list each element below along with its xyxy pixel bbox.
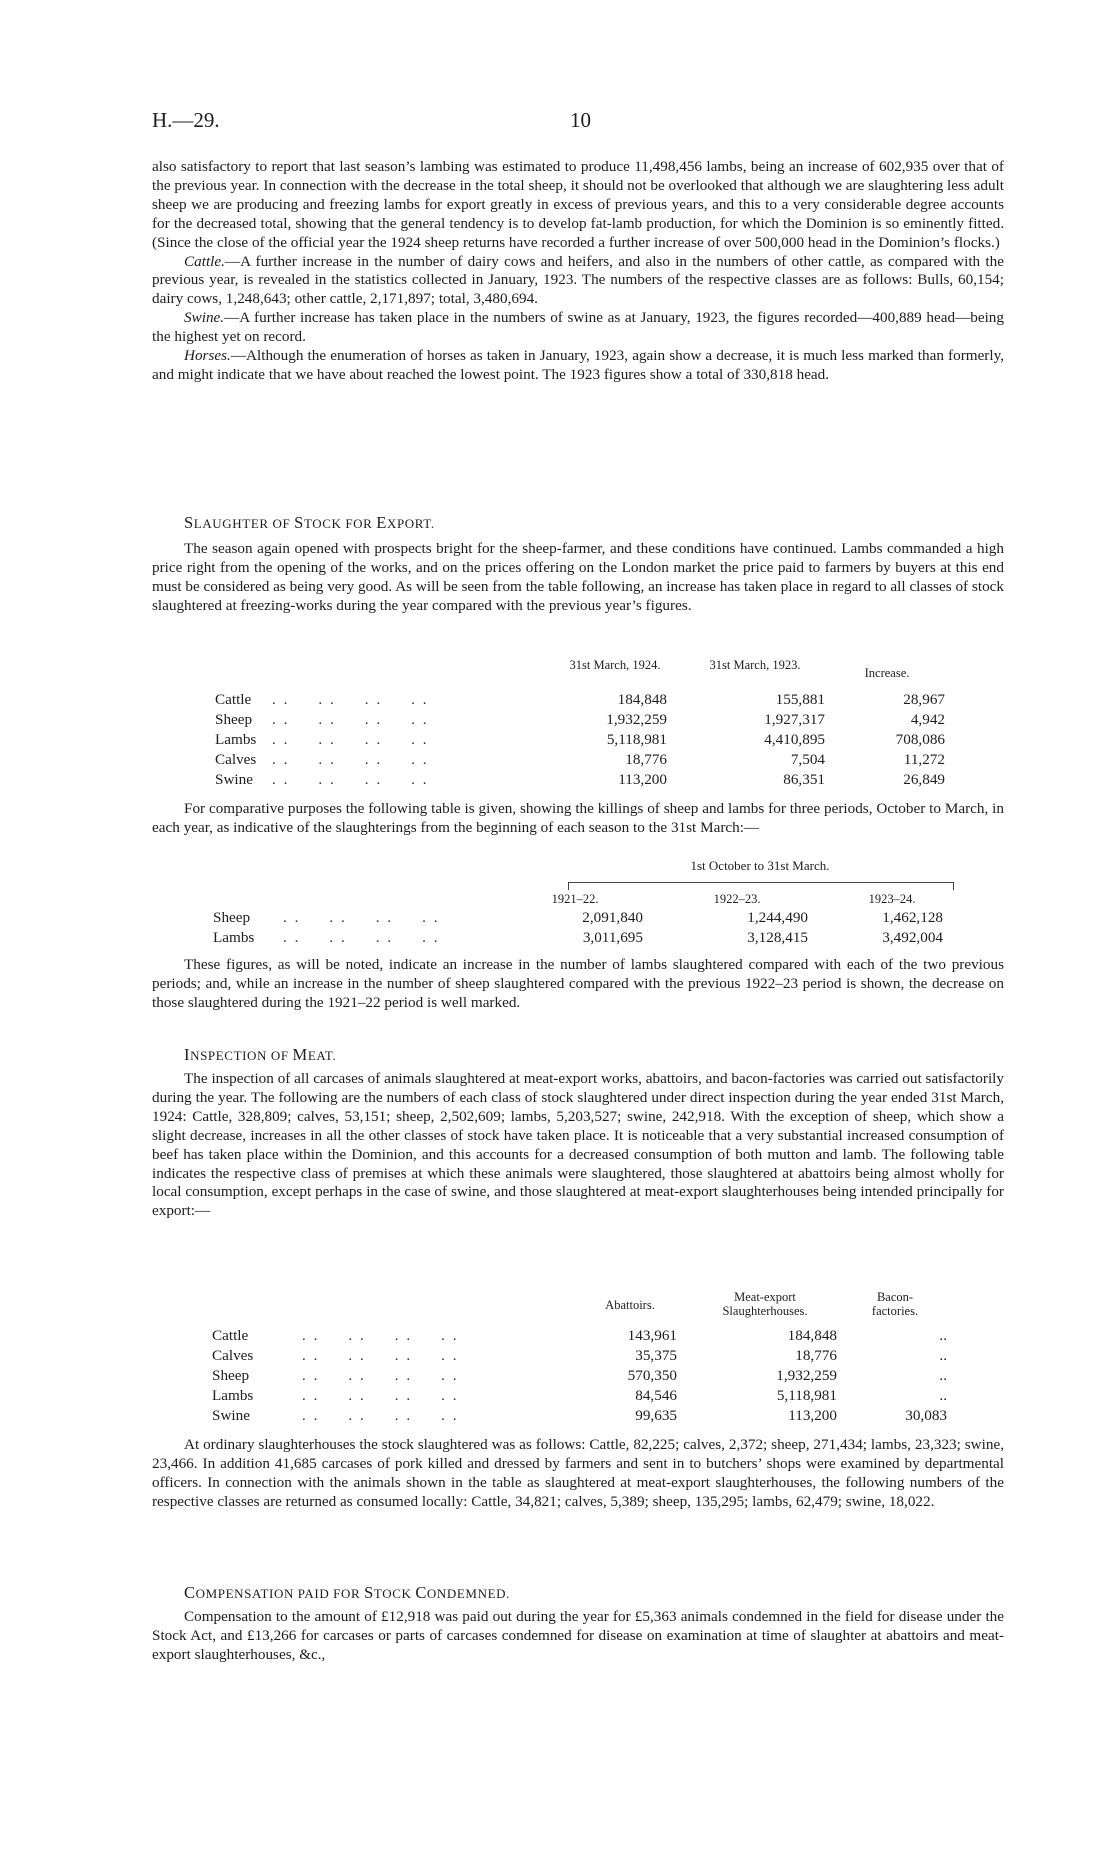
table-cell: 1,244,490 <box>747 909 808 926</box>
table3-col1-header: Abattoirs. <box>605 1298 655 1312</box>
leader-dots: . . . . . . . . <box>302 1367 459 1384</box>
ordinary-slaughter-paragraph: At ordinary slaughterhouses the stock slaughtered was as follows: Cattle, 82,225; calves, 2,372; sheep, 271,434; lambs, 23,323; swine, 23,466. In addition 41,685 carcases of pork killed and dressed by farmers and sent in to butchers’ shops were examined by departmental officers. In connection with the animals shown in the table as slaughtered at meat-export slaughterhouses, the following numbers of the respective classes are returned as consumed locally: Cattle, 34,821; calves, 5,389; sheep, 135,295; lambs, 62,479; swine, 18,022. <box>152 1436 1004 1510</box>
inspection-paragraph-block <box>152 1070 1004 1221</box>
row-label: Lambs <box>213 929 255 946</box>
inspection-heading: INSPECTION OF MEAT. <box>184 1045 337 1064</box>
table-cell: 570,350 <box>627 1367 677 1384</box>
compensation-paragraph: Compensation to the amount of £12,918 was paid out during the year for £5,363 animals condemned in the field for disease under the Stock Act, and £13,266 for carcases or parts of carcases condemned for disease on examination at time of slaughter at abattoirs and meat-export slaughterhouses, &c., <box>152 1608 1004 1663</box>
leader-dots: . . . . . . . . <box>302 1347 459 1364</box>
table3-col2-header: Meat-export Slaughterhouses. <box>722 1290 808 1318</box>
table1-col2-header: 31st March, 1923. <box>709 658 801 672</box>
ordinary-slaughter-paragraph-block <box>152 1436 1004 1512</box>
table-cell: 84,546 <box>635 1387 677 1404</box>
table-row <box>212 1326 962 1346</box>
table-cell: 155,881 <box>775 691 825 708</box>
slaughter-paragraph: The season again opened with prospects bright for the sheep-farmer, and these conditions have continued. Lambs commanded a high price right from the opening of the works, and on the prices offering on the London market the price paid to farmers by buyers at this end must be considered as being very good. As will be seen from the table following, an increase has taken place in regard to all classes of stock slaughtered at freezing-works during the year compared with the previous year’s figures. <box>152 540 1004 614</box>
leader-dots: . . . . . . . . <box>302 1407 459 1424</box>
table-cell: 86,351 <box>783 771 825 788</box>
leader-dots: . . . . . . . . <box>302 1387 459 1404</box>
intro-section <box>152 158 1004 385</box>
stock-export-table <box>215 690 965 790</box>
leader-dots: . . . . . . . . <box>272 751 429 768</box>
slaughter-paragraph-block <box>152 540 1004 616</box>
compensation-heading: COMPENSATION PAID FOR STOCK CONDEMNED. <box>184 1583 510 1602</box>
figures-paragraph: These figures, as will be noted, indicate an increase in the number of lambs slaughtered compared with each of the two previous periods; and, while an increase in the number of sheep slaughtered compared with the previous 1922–23 period is shown, the decrease on those slaughtered during the 1921–22 period is well marked. <box>152 956 1004 1011</box>
table-cell: 4,942 <box>910 711 945 728</box>
slaughter-heading: SLAUGHTER OF STOCK FOR EXPORT. <box>184 513 435 532</box>
table-cell: 7,504 <box>790 751 825 768</box>
row-label: Cattle <box>212 1327 249 1344</box>
inspection-premises-table <box>212 1326 962 1426</box>
row-label: Lambs <box>212 1387 254 1404</box>
table-cell: 18,776 <box>795 1347 837 1364</box>
table-row <box>213 928 963 948</box>
horses-paragraph <box>152 347 1004 385</box>
horses-text: —Although the enumeration of horses as taken in January, 1923, again show a decrease, it is much less marked than formerly, and might indicate that we have about reached the lowest point. The 1923 figures show a total of 330,818 head. <box>152 347 1004 383</box>
table-cell: 28,967 <box>903 691 945 708</box>
row-label: Sheep <box>215 711 253 728</box>
table-cell: 4,410,895 <box>764 731 825 748</box>
table-row <box>212 1406 962 1426</box>
table-cell: 143,961 <box>627 1327 677 1344</box>
table-row <box>212 1346 962 1366</box>
table-cell: .. <box>939 1387 947 1404</box>
inspection-paragraph: The inspection of all carcases of animals slaughtered at meat-export works, abattoirs, and bacon-factories was carried out satisfactorily during the year. The following are the numbers of each class of stock slaughtered under direct inspection during the year ended 31st March, 1924: Cattle, 328,809; calves, 53,151; sheep, 2,502,609; lambs, 5,203,527; swine, 242,918. With the exception of sheep, which show a slight decrease, increases in all the other classes of stock have taken place. It is noticeable that a very substantial increased consumption of beef has taken place within the Dominion, and this accounts for a decreased consumption of both mutton and lamb. The following table indicates the respective class of premises at which these animals were slaughtered, those slaughtered at abattoirs being almost wholly for local consumption, except perhaps in the case of swine, and those slaughtered at meat-export slaughterhouses being intended principally for export:— <box>152 1070 1004 1220</box>
comparative-paragraph: For comparative purposes the following table is given, showing the killings of sheep and lambs for three periods, October to March, in each year, as indicative of the slaughterings from the beginning of each season to the 31st March:— <box>152 800 1004 836</box>
table-cell: 2,091,840 <box>582 909 643 926</box>
sheep-lambs-period-table <box>213 908 963 948</box>
row-label: Lambs <box>215 731 257 748</box>
row-label: Sheep <box>213 909 251 926</box>
swine-paragraph <box>152 309 1004 347</box>
table-cell: 3,011,695 <box>582 929 643 946</box>
table-row <box>215 770 965 790</box>
swine-label: Swine. <box>184 309 225 327</box>
table-row <box>212 1386 962 1406</box>
table-cell: 1,462,128 <box>882 909 943 926</box>
row-label: Calves <box>215 751 257 768</box>
leader-dots: . . . . . . . . <box>272 711 429 728</box>
table3-col3-header: Bacon-factories. <box>871 1290 919 1318</box>
table-row <box>215 710 965 730</box>
table1-col1-header: 31st March, 1924. <box>569 658 661 672</box>
leader-dots: . . . . . . . . <box>272 691 429 708</box>
leader-dots: . . . . . . . . <box>272 771 429 788</box>
table-cell: 113,200 <box>618 771 667 788</box>
swine-text: —A further increase has taken place in the numbers of swine as at January, 1923, the figures recorded—400,889 head—being the highest yet on record. <box>152 309 1004 346</box>
table-cell: 26,849 <box>903 771 945 788</box>
table-row <box>215 690 965 710</box>
leader-dots: . . . . . . . . <box>302 1327 459 1344</box>
row-label: Sheep <box>212 1367 250 1384</box>
page-number: 10 <box>570 108 591 132</box>
comparative-paragraph-block <box>152 800 1004 838</box>
table-cell: 35,375 <box>635 1347 677 1364</box>
table-cell: 184,848 <box>617 691 667 708</box>
table-cell: 5,118,981 <box>776 1387 837 1404</box>
row-label: Swine <box>212 1407 250 1424</box>
document-reference: H.—29. <box>152 108 220 132</box>
table-cell: .. <box>939 1347 947 1364</box>
row-label: Swine <box>215 771 253 788</box>
table2-range-header: 1st October to 31st March. <box>690 858 830 873</box>
table2-col3-header: 1923–24. <box>868 892 916 906</box>
table-row <box>215 750 965 770</box>
table-cell: 1,927,317 <box>764 711 825 728</box>
table-cell: 5,118,981 <box>606 731 667 748</box>
table-row <box>212 1366 962 1386</box>
cattle-text: —A further increase in the number of dairy cows and heifers, and also in the numbers of other cattle, as compared with the previous year, is revealed in the statistics collected in January, 1923. The numbers of the respective classes are as follows: Bulls, 60,154; dairy cows, 1,248,643; other cattle, 2,171,897; total, 3,480,694. <box>152 252 1004 308</box>
table-row <box>213 908 963 928</box>
table-cell: 3,128,415 <box>747 929 808 946</box>
table-cell: 3,492,004 <box>882 929 943 946</box>
table2-col2-header: 1922–23. <box>713 892 761 906</box>
table-cell: 113,200 <box>788 1407 837 1424</box>
compensation-paragraph-block <box>152 1608 1004 1665</box>
table2-col1-header: 1921–22. <box>551 892 599 906</box>
figures-paragraph-block <box>152 956 1004 1013</box>
table-cell: 30,083 <box>905 1407 947 1424</box>
table-cell: 708,086 <box>895 731 945 748</box>
row-label: Cattle <box>215 691 252 708</box>
table-cell: 1,932,259 <box>606 711 667 728</box>
leader-dots: . . . . . . . . <box>283 929 440 946</box>
table1-col3-header: Increase. <box>864 666 910 680</box>
table-cell: 184,848 <box>787 1327 837 1344</box>
table-cell: 1,932,259 <box>776 1367 837 1384</box>
table-cell: .. <box>939 1327 947 1344</box>
table2-brace <box>568 882 954 889</box>
table-cell: 18,776 <box>625 751 667 768</box>
cattle-paragraph <box>152 253 1004 310</box>
table-cell: 11,272 <box>903 751 945 768</box>
horses-label: Horses. <box>184 347 231 365</box>
leader-dots: . . . . . . . . <box>283 909 440 926</box>
table-cell: 99,635 <box>635 1407 677 1424</box>
leader-dots: . . . . . . . . <box>272 731 429 748</box>
lambing-paragraph: also satisfactory to report that last season’s lambing was estimated to produce 11,498,456 lambs, being an increase of 602,935 over that of the previous year. In connection with the decrease in the total sheep, it should not be overlooked that although we are slaughtering less adult sheep we are producing and freezing lambs for export greatly in excess of previous years, and this to a very considerable degree accounts for the decreased total, showing that the general tendency is to develop fat-lamb production, for which the Dominion is so eminently fitted. (Since the close of the official year the 1924 sheep returns have recorded a further increase of over 500,000 head in the Dominion’s flocks.) <box>152 158 1004 251</box>
table-cell: .. <box>939 1367 947 1384</box>
table-row <box>215 730 965 750</box>
cattle-label: Cattle. <box>184 252 225 270</box>
row-label: Calves <box>212 1347 254 1364</box>
